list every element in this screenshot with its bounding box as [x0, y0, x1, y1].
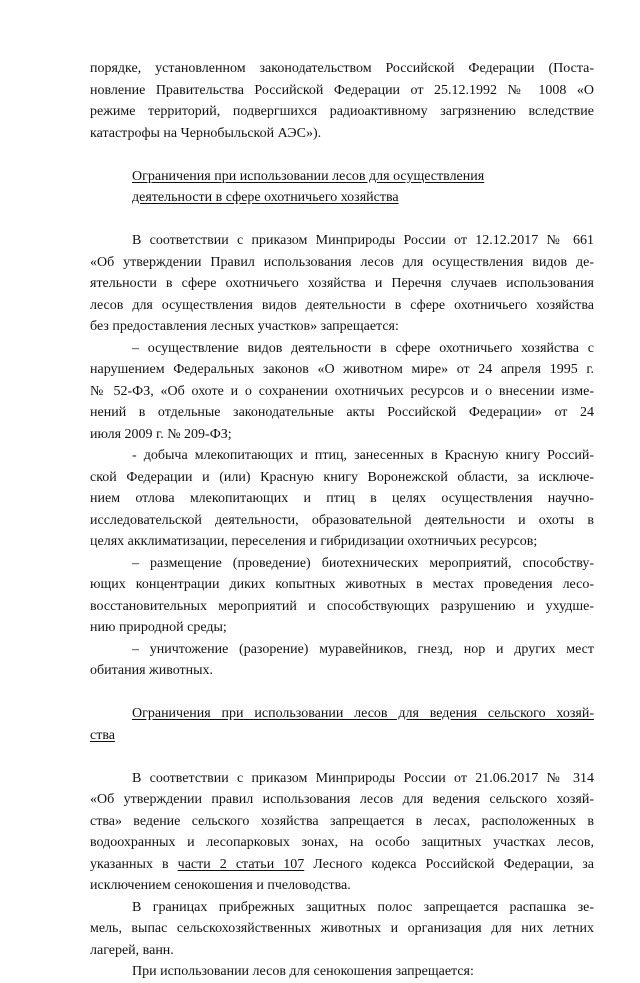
text-line: катастрофы на Чернобыльской АЭС»). [90, 125, 322, 141]
agriculture-paragraph-3 [90, 961, 594, 983]
hunting-item-2 [90, 445, 594, 553]
text-line: лесов для осуществления видов деятельности в сфере охотничьего хозяйства [90, 297, 594, 313]
section-heading-agriculture [90, 703, 594, 746]
text-line: режиме территорий, подвергшихся радиоактивному загрязнению вследствие [90, 104, 594, 119]
text-line: восстановительных мероприятий и способствующих разрушению и ухудше- [90, 598, 594, 614]
document-body [90, 58, 594, 983]
text-line: нию природной среды; [90, 620, 227, 635]
text-line: нарушением Федеральных законов «О животном мире» от 24 апреля 1995 г. [90, 362, 594, 377]
text-line: июля 2009 г. № 209-ФЗ; [90, 426, 232, 442]
spacer [90, 746, 594, 768]
text-line: - добыча млекопитающих и птиц, занесенных в Красную книгу Россий- [132, 448, 594, 463]
text-line: целях акклиматизации, переселения и гибридизации охотничьих ресурсов; [90, 534, 538, 549]
heading-line: Ограничения при использовании лесов для ведения сельского хозяй- [132, 706, 594, 721]
law-article-link[interactable]: части 2 статьи 107 [177, 856, 305, 872]
text-line: нений в отдельные законодательные акты Российской Федерации» от 24 [90, 405, 594, 420]
text-line: нием отлова млекопитающих и птиц в целях осуществления научно- [90, 491, 594, 506]
text-line: – осуществление видов деятельности в сфере охотничьего хозяйства с [132, 340, 594, 356]
text-line: ства» ведение сельского хозяйства запрещается в лесах, расположенных в [90, 813, 594, 829]
text-line: новление Правительства Российской Федерации от 25.12.1992 № 1008 «О [90, 82, 594, 98]
spacer [90, 209, 594, 231]
text-line: без предоставления лесных участков» запрещается: [90, 319, 399, 334]
text-line: мель, выпас сельскохозяйственных животных и организация для них летних [90, 921, 594, 936]
text-line: «Об утверждении Правил использования лесов для осуществления видов де- [90, 254, 594, 270]
heading-line: деятельности в сфере охотничьего хозяйства [132, 190, 399, 205]
text-line: «Об утверждении правил использования лесов для ведения сельского хозяй- [90, 792, 594, 807]
hunting-paragraph [90, 230, 594, 338]
intro-paragraph [90, 58, 594, 144]
spacer [90, 682, 594, 704]
heading-line: ства [90, 727, 115, 743]
section-heading-hunting [90, 166, 594, 209]
text-line: ятельности в сфере охотничьего хозяйства и Перечня случаев использования [90, 276, 594, 291]
text-line: водоохранных и лесопарковых зонах, на особо защитных участках лесов, [90, 835, 594, 850]
text-line: В соответствии с приказом Минприроды России от 21.06.2017 № 314 [132, 770, 594, 786]
text-line: ской Федерации и (или) Красную книгу Воронежской области, за исключе- [90, 469, 594, 485]
hunting-item-4 [90, 639, 594, 682]
text-line: указанных в части 2 статьи 107 Лесного кодекса Российской Федерации, за [90, 856, 594, 872]
text-line: порядке, установленном законодательством Российской Федерации (Поста- [90, 61, 594, 76]
text-line: В соответствии с приказом Минприроды России от 12.12.2017 № 661 [132, 233, 594, 248]
text-line: № 52-ФЗ, «Об охоте и о сохранении охотничьих ресурсов и о внесении изме- [90, 383, 594, 399]
hunting-item-1 [90, 338, 594, 446]
spacer [90, 144, 594, 166]
text-line: ющих концентрации диких копытных животных в местах проведения лесо- [90, 577, 594, 592]
agriculture-paragraph-2 [90, 897, 594, 962]
heading-line: Ограничения при использовании лесов для осуществления [132, 168, 485, 184]
text-line: При использовании лесов для сенокошения запрещается: [132, 964, 474, 979]
agriculture-paragraph-1 [90, 768, 594, 897]
text-line: – уничтожение (разорение) муравейников, гнезд, нор и других мест [132, 641, 594, 657]
text-line: исследовательской деятельности, образовательной деятельности и охоты в [90, 512, 594, 528]
text-line: В границах прибрежных защитных полос запрещается распашка зе- [132, 899, 594, 915]
text-line: лагерей, ванн. [90, 942, 174, 958]
text-line: исключением сенокошения и пчеловодства. [90, 878, 351, 893]
text-line: обитания животных. [90, 663, 214, 678]
hunting-item-3 [90, 553, 594, 639]
text-line: – размещение (проведение) биотехнических мероприятий, способству- [132, 555, 594, 571]
